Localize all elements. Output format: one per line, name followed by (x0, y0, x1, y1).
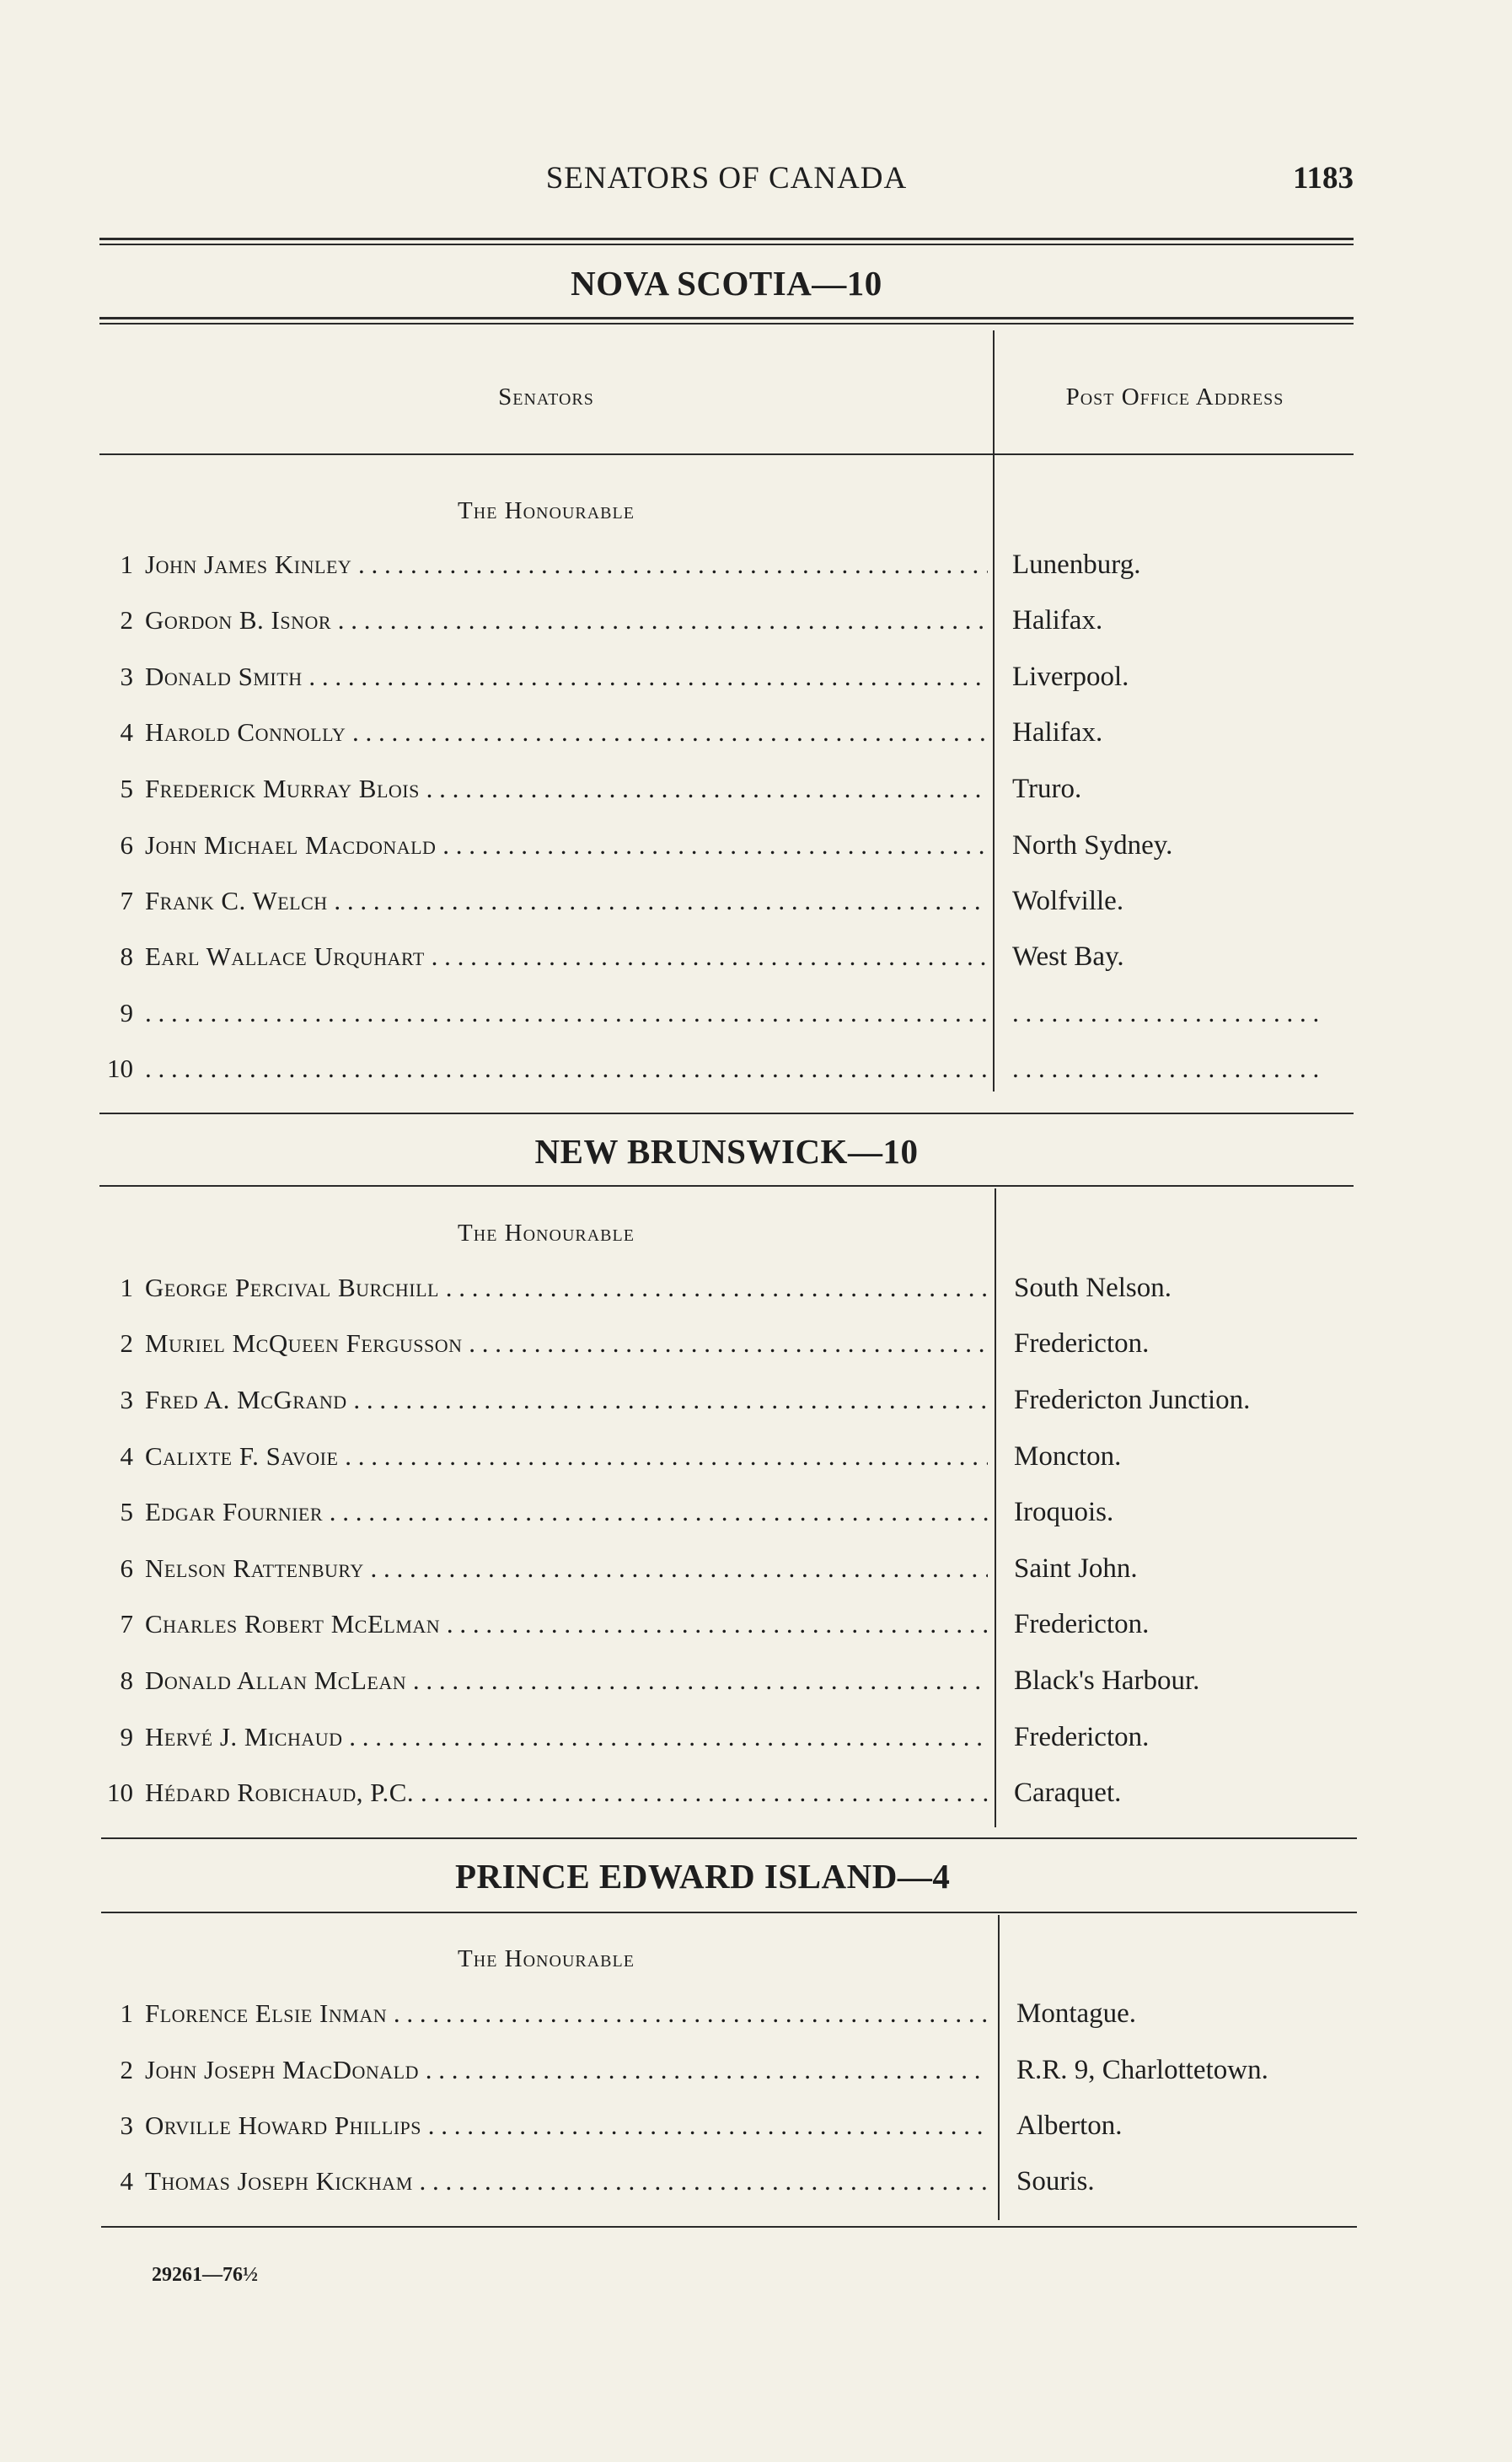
table-row (99, 1497, 1354, 1536)
table-row (99, 830, 1354, 869)
senator-name: Donald Allan McLean . . . (145, 1665, 988, 1696)
honourable-label: The Honourable (458, 1945, 635, 1972)
table-row (99, 1273, 1354, 1311)
post-office-address: Alberton. (1016, 2111, 1123, 2141)
post-office-address: Saint John. (1014, 1553, 1138, 1584)
post-office-address: West Bay. (1012, 941, 1124, 972)
section-title-new-brunswick: NEW BRUNSWICK—10 (534, 1132, 919, 1171)
honourable-label: The Honourable (458, 1220, 635, 1247)
post-office-address: Montague. (1016, 1998, 1137, 2029)
post-office-address: Souris. (1016, 2166, 1095, 2196)
rule (101, 2226, 1357, 2228)
senator-name: Calixte F. Savoie . . . (145, 1441, 988, 1472)
senator-name: Fred A. McGrand . . . (145, 1385, 988, 1415)
senator-name: George Percival Burchill . . . (145, 1273, 988, 1303)
row-number: 1 (120, 550, 133, 579)
post-office-address: Fredericton. (1014, 1609, 1150, 1639)
post-office-address: Truro. (1012, 774, 1082, 804)
post-office-address: . . . . . . . . . . . . . . . . . . . . . . . . (1012, 998, 1320, 1027)
table-row (99, 717, 1354, 756)
post-office-address: Iroquois. (1014, 1497, 1114, 1527)
running-title: SENATORS OF CANADA (545, 161, 908, 196)
rule (101, 1837, 1357, 1839)
table-row (99, 886, 1354, 925)
table-row (99, 1054, 1354, 1092)
senator-name: Hervé J. Michaud . . . (145, 1722, 988, 1752)
table-row (99, 1553, 1354, 1592)
post-office-address: South Nelson. (1014, 1273, 1172, 1303)
row-number: 8 (120, 1665, 133, 1695)
table-row (99, 2111, 1354, 2149)
page-number: 1183 (1293, 161, 1354, 196)
row-number: 9 (120, 998, 133, 1027)
senator-name: Earl Wallace Urquhart . . . (145, 941, 988, 972)
senator-name (145, 1054, 988, 1084)
table-row (99, 662, 1354, 700)
post-office-address: R.R. 9, Charlottetown. (1016, 2055, 1268, 2085)
senator-name: Gordon B. Isnor . . . (145, 605, 988, 636)
row-number: 3 (120, 1385, 133, 1414)
table-row (99, 1998, 1354, 2037)
row-number: 6 (120, 1553, 133, 1583)
row-number: 5 (120, 1497, 133, 1526)
table-row (99, 1385, 1354, 1424)
rule (99, 1113, 1354, 1114)
senator-name: Thomas Joseph Kickham . . . (145, 2166, 988, 2196)
table-row (99, 2055, 1354, 2094)
senator-name: John James Kinley . . . (145, 550, 988, 580)
row-number: 4 (120, 2166, 133, 2196)
rule (99, 453, 1354, 455)
senator-name: Nelson Rattenbury . . . (145, 1553, 988, 1584)
row-number: 2 (120, 1328, 133, 1358)
senator-name: Frank C. Welch . . . (145, 886, 988, 916)
table-row (99, 1328, 1354, 1367)
rule (99, 244, 1354, 245)
post-office-address: Caraquet. (1014, 1778, 1122, 1808)
rule (99, 238, 1354, 240)
post-office-address: Lunenburg. (1012, 550, 1141, 580)
row-number: 10 (107, 1778, 133, 1807)
column-header-senators: Senators (498, 384, 594, 410)
table-row (99, 941, 1354, 980)
table-row (99, 1665, 1354, 1704)
table-row (99, 998, 1354, 1037)
column-header-address: Post Office Address (1065, 384, 1284, 410)
row-number: 5 (120, 774, 133, 803)
senator-name: Edgar Fournier . . . (145, 1497, 988, 1527)
table-row (99, 2166, 1354, 2205)
honourable-label: The Honourable (458, 497, 635, 524)
row-number: 3 (120, 662, 133, 691)
row-number: 9 (120, 1722, 133, 1751)
row-number: 7 (120, 1609, 133, 1639)
senator-name: Muriel McQueen Fergusson . . . (145, 1328, 988, 1359)
table-row (99, 1441, 1354, 1480)
table-row (99, 774, 1354, 813)
post-office-address: Black's Harbour. (1014, 1665, 1200, 1696)
post-office-address: Fredericton. (1014, 1722, 1150, 1752)
row-number: 1 (120, 1998, 133, 2028)
senator-name: Frederick Murray Blois . . . (145, 774, 988, 804)
senator-name: Florence Elsie Inman . . . (145, 1998, 988, 2029)
table-row (99, 1609, 1354, 1648)
rule (99, 1185, 1354, 1187)
table-row (99, 550, 1354, 588)
senator-name: John Joseph MacDonald . . . (145, 2055, 988, 2085)
row-number: 4 (120, 1441, 133, 1471)
section-title-nova-scotia: NOVA SCOTIA—10 (571, 264, 882, 303)
post-office-address: Wolfville. (1012, 886, 1124, 916)
senator-name: Charles Robert McElman . . . (145, 1609, 988, 1639)
table-row (99, 1778, 1354, 1816)
rule (101, 1912, 1357, 1913)
section-title-prince-edward-island: PRINCE EDWARD ISLAND—4 (455, 1857, 951, 1896)
row-number: 4 (120, 717, 133, 747)
table-row (99, 605, 1354, 644)
rule (99, 323, 1354, 325)
senator-name: John Michael Macdonald . . . (145, 830, 988, 861)
post-office-address: North Sydney. (1012, 830, 1173, 861)
row-number: 10 (107, 1054, 133, 1083)
senator-name: Donald Smith . . . (145, 662, 988, 692)
row-number: 6 (120, 830, 133, 860)
post-office-address: Halifax. (1012, 605, 1103, 636)
row-number: 3 (120, 2111, 133, 2140)
post-office-address: Liverpool. (1012, 662, 1129, 692)
senator-name: Orville Howard Phillips . . . (145, 2111, 988, 2141)
row-number: 2 (120, 2055, 133, 2084)
row-number: 7 (120, 886, 133, 915)
senator-name: Harold Connolly . . . (145, 717, 988, 748)
senator-name: Hédard Robichaud, P.C. . . . (145, 1778, 988, 1808)
post-office-address: . . . . . . . . . . . . . . . . . . . . . . . . (1012, 1054, 1320, 1083)
running-head (99, 160, 1354, 207)
row-number: 1 (120, 1273, 133, 1302)
senator-name (145, 998, 988, 1028)
post-office-address: Halifax. (1012, 717, 1103, 748)
row-number: 2 (120, 605, 133, 635)
rule (99, 317, 1354, 319)
post-office-address: Moncton. (1014, 1441, 1122, 1472)
post-office-address: Fredericton Junction. (1014, 1385, 1251, 1415)
printer-signature: 29261—76½ (152, 2264, 258, 2286)
row-number: 8 (120, 941, 133, 971)
post-office-address: Fredericton. (1014, 1328, 1150, 1359)
table-row (99, 1722, 1354, 1761)
